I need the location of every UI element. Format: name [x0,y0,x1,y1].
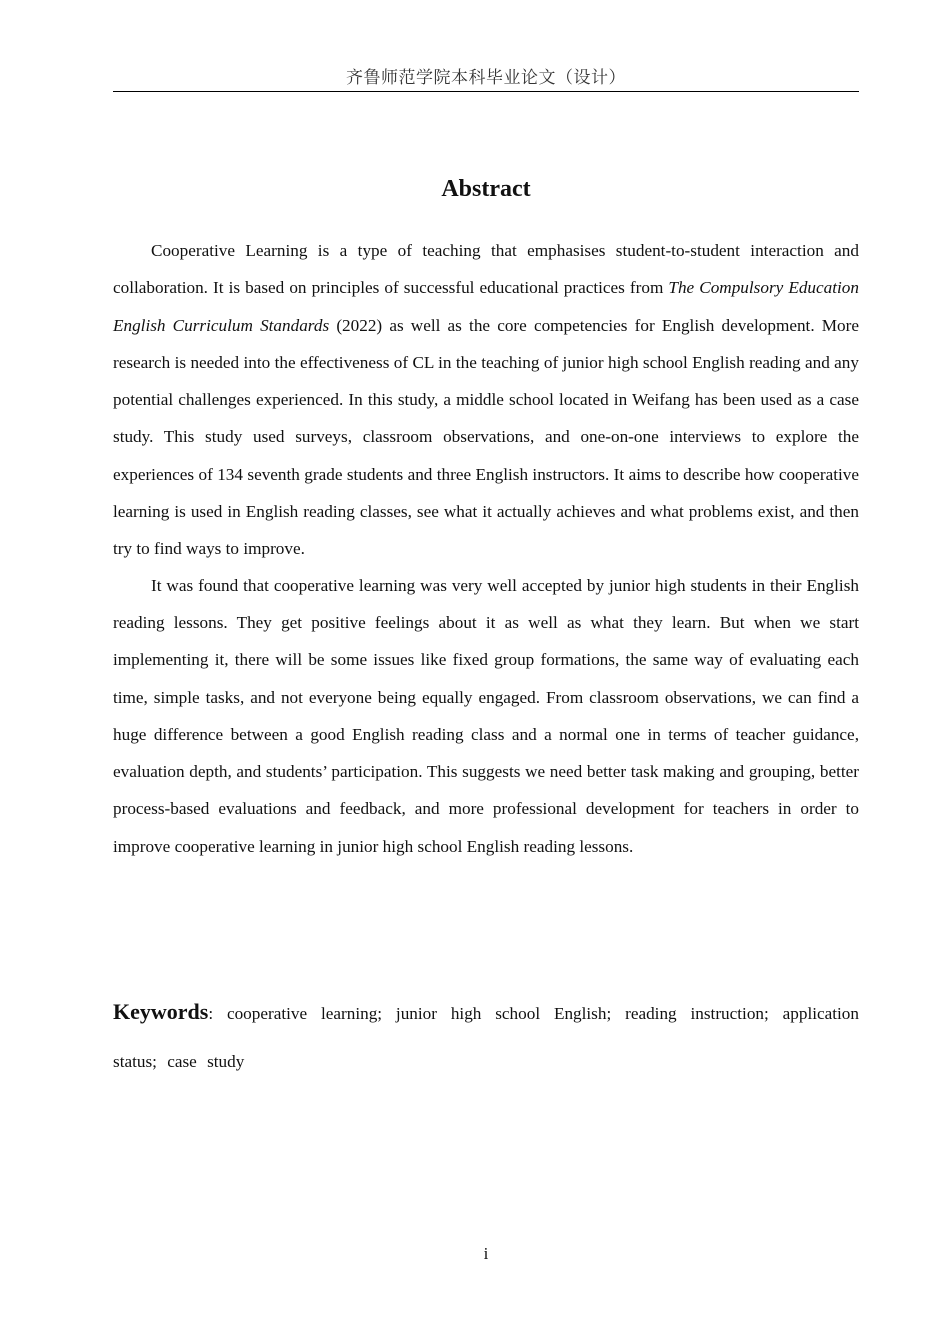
abstract-paragraph-2: It was found that cooperative learning was very well accepted by junior high students in their English reading lessons. They get positive feelings about it as well as what they learn. But when we start implementing it, there will be some issues like fixed group formations, the same way of evaluating each time, simple tasks, and not everyone being equally engaged. From classroom observations, we can find a huge difference between a good English reading class and a normal one in terms of teacher guidance, evaluation depth, and students’ participation. This suggests we need better task making and grouping, better process-based evaluations and feedback, and more professional development for teachers in order to improve cooperative learning in junior high school English reading lessons. [113,575,859,856]
keywords-block [113,988,859,1086]
keywords-label: Keywords [113,999,209,1024]
running-header [113,66,859,92]
abstract-paragraph-1 [113,232,859,568]
abstract-body [113,232,859,865]
abstract-p1-italic-title: The Compulsory Education English Curriculum Standards [113,278,859,335]
page-number: i [483,1244,489,1263]
abstract-title: Abstract [441,176,531,202]
keywords-separator: : [208,1004,214,1023]
abstract-p1-text-b: (2022) as well as the core competencies for English development. More research is needed into the effectiveness of CL in the teaching of junior high school English reading and any potential challenges experienced. In this study, a middle school located in Weifang has been used as a case study. This study used surveys, classroom observations, and one-on-one interviews to explore the experiences of 134 seventh grade students and three English instructors. It aims to describe how cooperative learning is used in English reading classes, see what it actually achieves and what problems exist, and then try to find ways to improve. [113,315,860,559]
keywords-text: cooperative learning; junior high school English; reading instruction; application status; case study [113,1004,859,1071]
running-header-text: 齐鲁师范学院本科毕业论文（设计） [346,68,626,88]
abstract-p1-text-a: Cooperative Learning is a type of teaching that emphasises student-to-student interaction and collaboration. It is based on principles of successful educational practices from [113,241,859,298]
